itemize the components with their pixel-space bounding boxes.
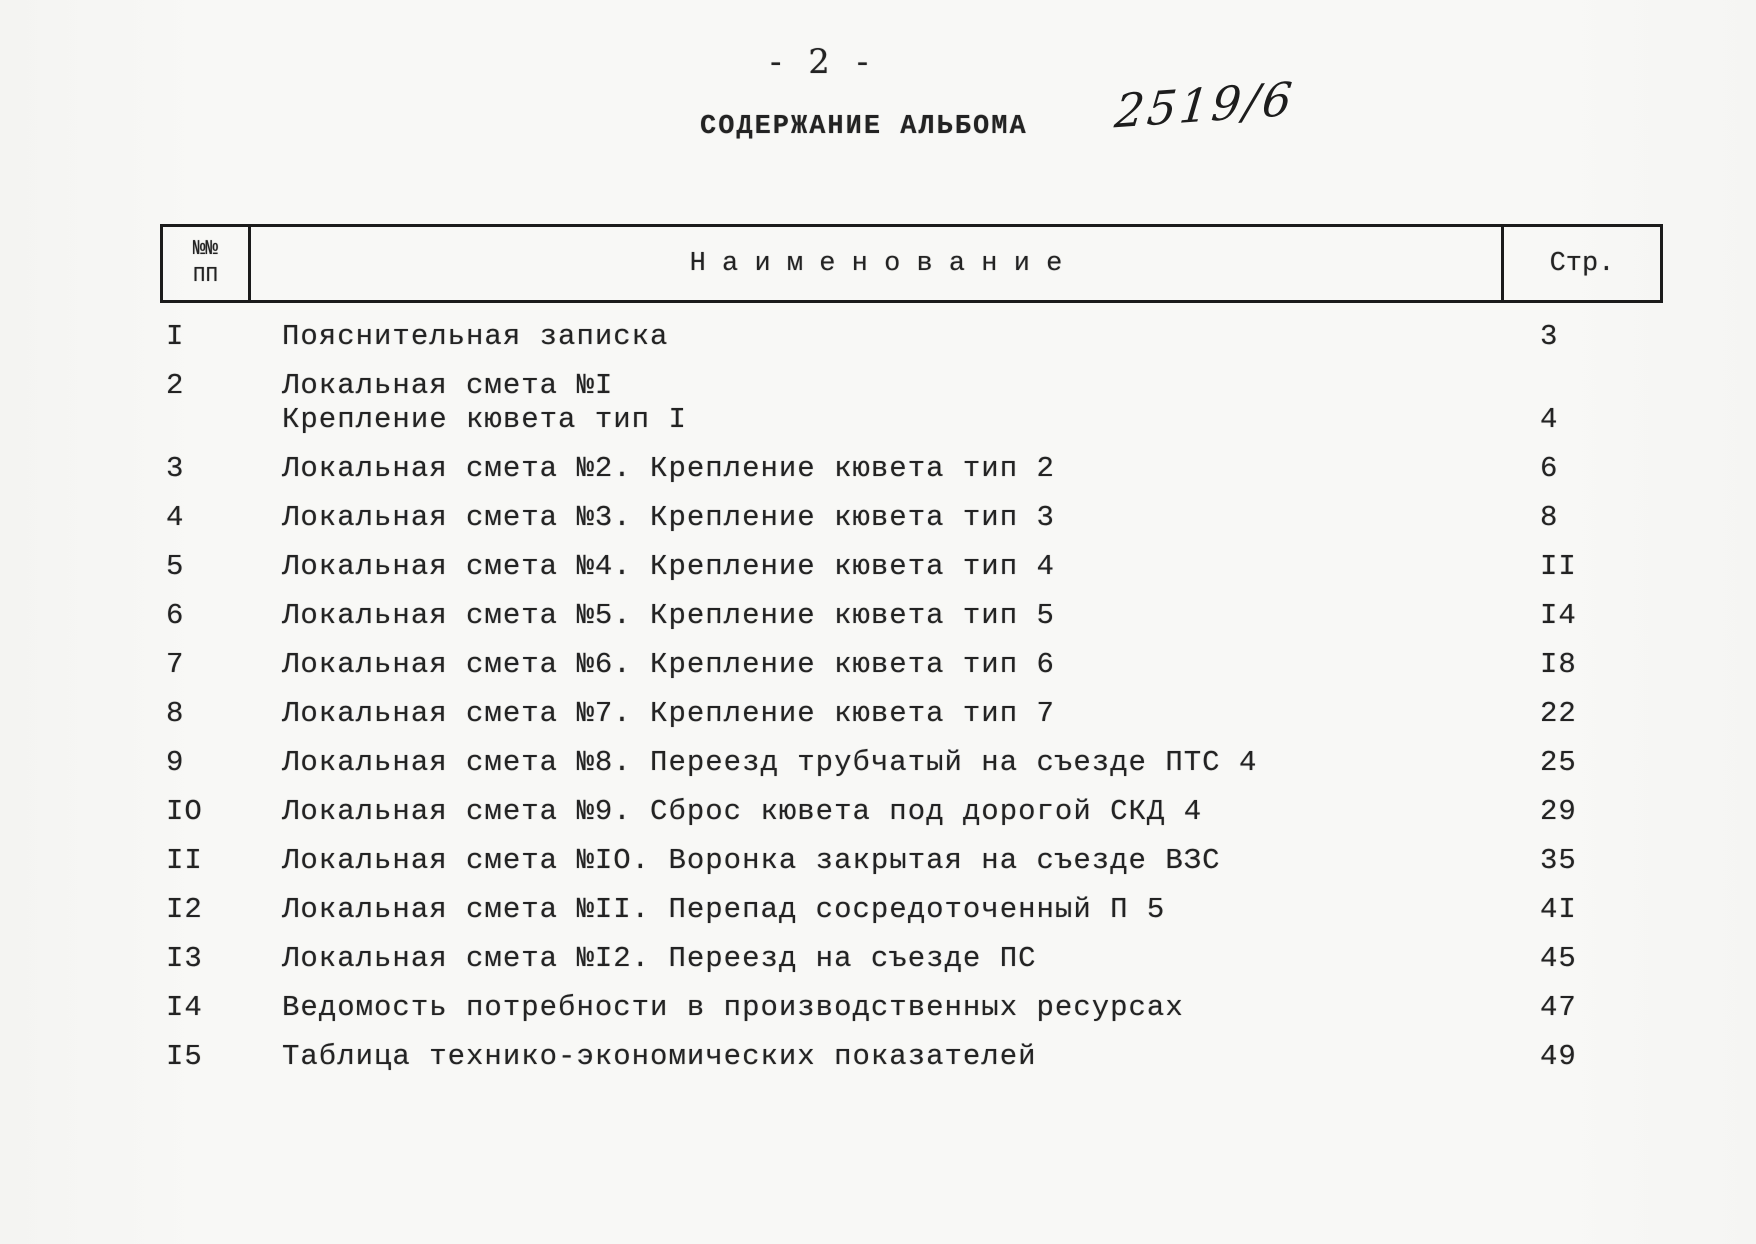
- toc-row: [160, 844, 1720, 878]
- toc-row: [160, 452, 1720, 486]
- toc-row-number: 6: [166, 599, 185, 632]
- toc-row-title: Локальная смета №I Крепление кювета тип I: [282, 369, 687, 436]
- toc-row-number: 7: [166, 648, 185, 681]
- toc-row-number: I5: [166, 1040, 203, 1073]
- toc-row-number: I4: [166, 991, 203, 1024]
- toc-row-title: Локальная смета №8. Переезд трубчатый на съезде ПТС 4: [282, 746, 1258, 779]
- toc-row: [160, 942, 1720, 976]
- toc-header-name: Н а и м е н о в а н и е: [251, 227, 1504, 300]
- toc-row-number: IO: [166, 795, 203, 828]
- toc-row-page: 4I: [1540, 893, 1577, 926]
- toc-row-page: 22: [1540, 697, 1577, 730]
- toc-row-title: Локальная смета №3. Крепление кювета тип 3: [282, 501, 1055, 534]
- toc-row-page: 49: [1540, 1040, 1577, 1073]
- toc-row-page: 6: [1540, 452, 1559, 485]
- toc-row-page: 3: [1540, 320, 1559, 353]
- toc-header-row: [160, 224, 1663, 303]
- toc-row-title: Локальная смета №I2. Переезд на съезде ПС: [282, 942, 1037, 975]
- toc-row-number: 9: [166, 746, 185, 779]
- toc-row-number: 5: [166, 550, 185, 583]
- toc-row-page: I4: [1540, 599, 1577, 632]
- toc-header-num-line2: ПП: [192, 264, 219, 288]
- toc-row-page: I8: [1540, 648, 1577, 681]
- toc-header-num-line1: №№: [192, 238, 219, 262]
- toc-row: [160, 501, 1720, 535]
- toc-row-title: Локальная смета №7. Крепление кювета тип 7: [282, 697, 1055, 730]
- toc-row-page: 45: [1540, 942, 1577, 975]
- toc-row: [160, 1040, 1720, 1074]
- toc-row-title: Таблица технико-экономических показателей: [282, 1040, 1037, 1073]
- toc-row: [160, 746, 1720, 780]
- toc-row: [160, 893, 1720, 927]
- toc-row-title: Локальная смета №9. Сброс кювета под дорогой СКД 4: [282, 795, 1203, 828]
- toc-row-page: II: [1540, 550, 1577, 583]
- toc-row-number: I2: [166, 893, 203, 926]
- toc-row-page: 35: [1540, 844, 1577, 877]
- toc-row-title: Локальная смета №5. Крепление кювета тип 5: [282, 599, 1055, 632]
- document-title: СОДЕРЖАНИЕ АЛЬБОМА: [700, 112, 1028, 142]
- toc-row-number: I3: [166, 942, 203, 975]
- toc-row-page: 29: [1540, 795, 1577, 828]
- toc-rows: [160, 320, 1720, 1089]
- toc-row-page: 4: [1540, 403, 1559, 436]
- toc-row-title: Ведомость потребности в производственных ресурсах: [282, 991, 1184, 1024]
- toc-row-title: Локальная смета №IO. Воронка закрытая на съезде ВЗС: [282, 844, 1221, 877]
- toc-row: [160, 697, 1720, 731]
- toc-header-num: [163, 227, 251, 300]
- toc-row: [160, 320, 1720, 354]
- toc-row-page: 47: [1540, 991, 1577, 1024]
- toc-row: [160, 795, 1720, 829]
- toc-row-number: II: [166, 844, 203, 877]
- toc-row: [160, 550, 1720, 584]
- toc-row: [160, 991, 1720, 1025]
- toc-row-title: Локальная смета №6. Крепление кювета тип 6: [282, 648, 1055, 681]
- toc-row-number: I: [166, 320, 185, 353]
- toc-row-number: 2: [166, 369, 185, 402]
- toc-row-page: 25: [1540, 746, 1577, 779]
- toc-row: [160, 369, 1720, 437]
- toc-row-title: Локальная смета №II. Перепад сосредоточенный П 5: [282, 893, 1166, 926]
- toc-row: [160, 599, 1720, 633]
- toc-row: [160, 648, 1720, 682]
- toc-row-number: 8: [166, 697, 185, 730]
- toc-row-number: 4: [166, 501, 185, 534]
- handwritten-album-number: 2519/6: [1112, 71, 1298, 139]
- toc-row-title: Локальная смета №2. Крепление кювета тип 2: [282, 452, 1055, 485]
- toc-row-page: 8: [1540, 501, 1559, 534]
- toc-header-page: Стр.: [1549, 248, 1615, 279]
- toc-row-number: 3: [166, 452, 185, 485]
- page-number: - 2 -: [770, 42, 877, 82]
- toc-row-title: Локальная смета №4. Крепление кювета тип 4: [282, 550, 1055, 583]
- toc-row-title: Пояснительная записка: [282, 320, 669, 353]
